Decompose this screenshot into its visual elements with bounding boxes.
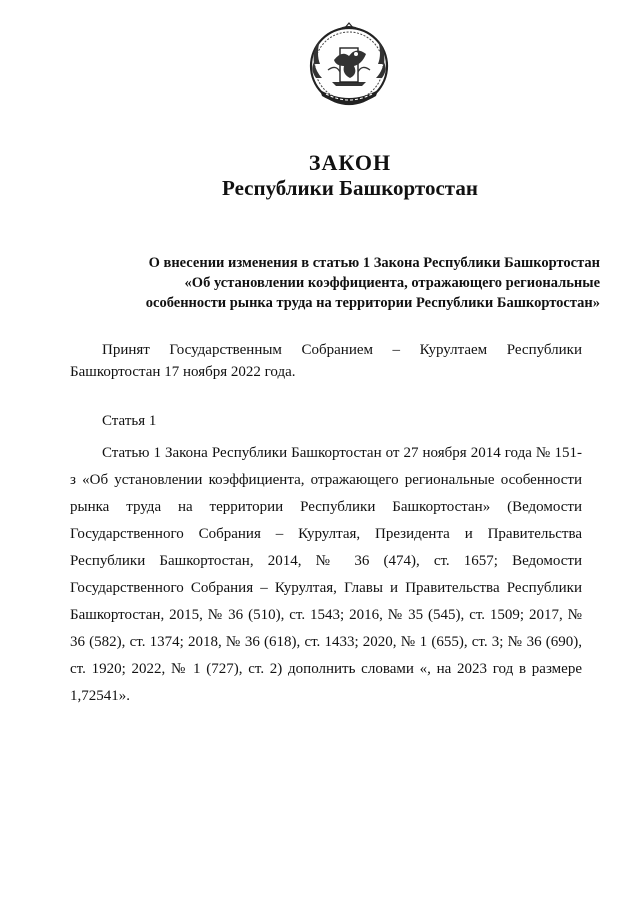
subject-line: О внесении изменения в статью 1 Закона Республики Башкортостан <box>148 255 600 271</box>
article-heading: Статья 1 <box>102 413 157 429</box>
document-title: ЗАКОН <box>308 150 392 175</box>
subject-line: «Об установлении коэффициента, отражающего региональные <box>184 275 600 291</box>
law-subject <box>80 253 600 313</box>
article-text: Статью 1 Закона Республики Башкортостан от 27 ноября 2014 года № 151-з «Об установлении коэффициента, отражающего региональные особенности рынка труда на территории Республики Башкортостан» (Ведомости Государственного Собрания – Курултая, Президента и Правительства Республики Башкортостан, 2014, № 36 (474), ст. 1657; Ведомости Государственного Собрания – Курултая, Главы и Правительства Республики Башкортостан, 2015, № 36 (510), ст. 1543; 2016, № 35 (545), ст. 1509; 2017, № 36 (582), ст. 1374; 2018, № 36 (618), ст. 1433; 2020, № 1 (655), ст. 3; № 36 (690), ст. 1920; 2022, № 1 (727), ст. 2) дополнить словами «, на 2023 год в размере 1,72541». <box>70 445 582 704</box>
subject-line: особенности рынка труда на территории Республики Башкортостан» <box>145 295 600 311</box>
adoption-statement: Принят Государственным Собранием – Курултаем Республики Башкортостан 17 ноября 2022 года. <box>70 342 582 380</box>
coat-of-arms-icon <box>306 20 392 116</box>
document-subtitle: Республики Башкортостан <box>222 176 478 200</box>
